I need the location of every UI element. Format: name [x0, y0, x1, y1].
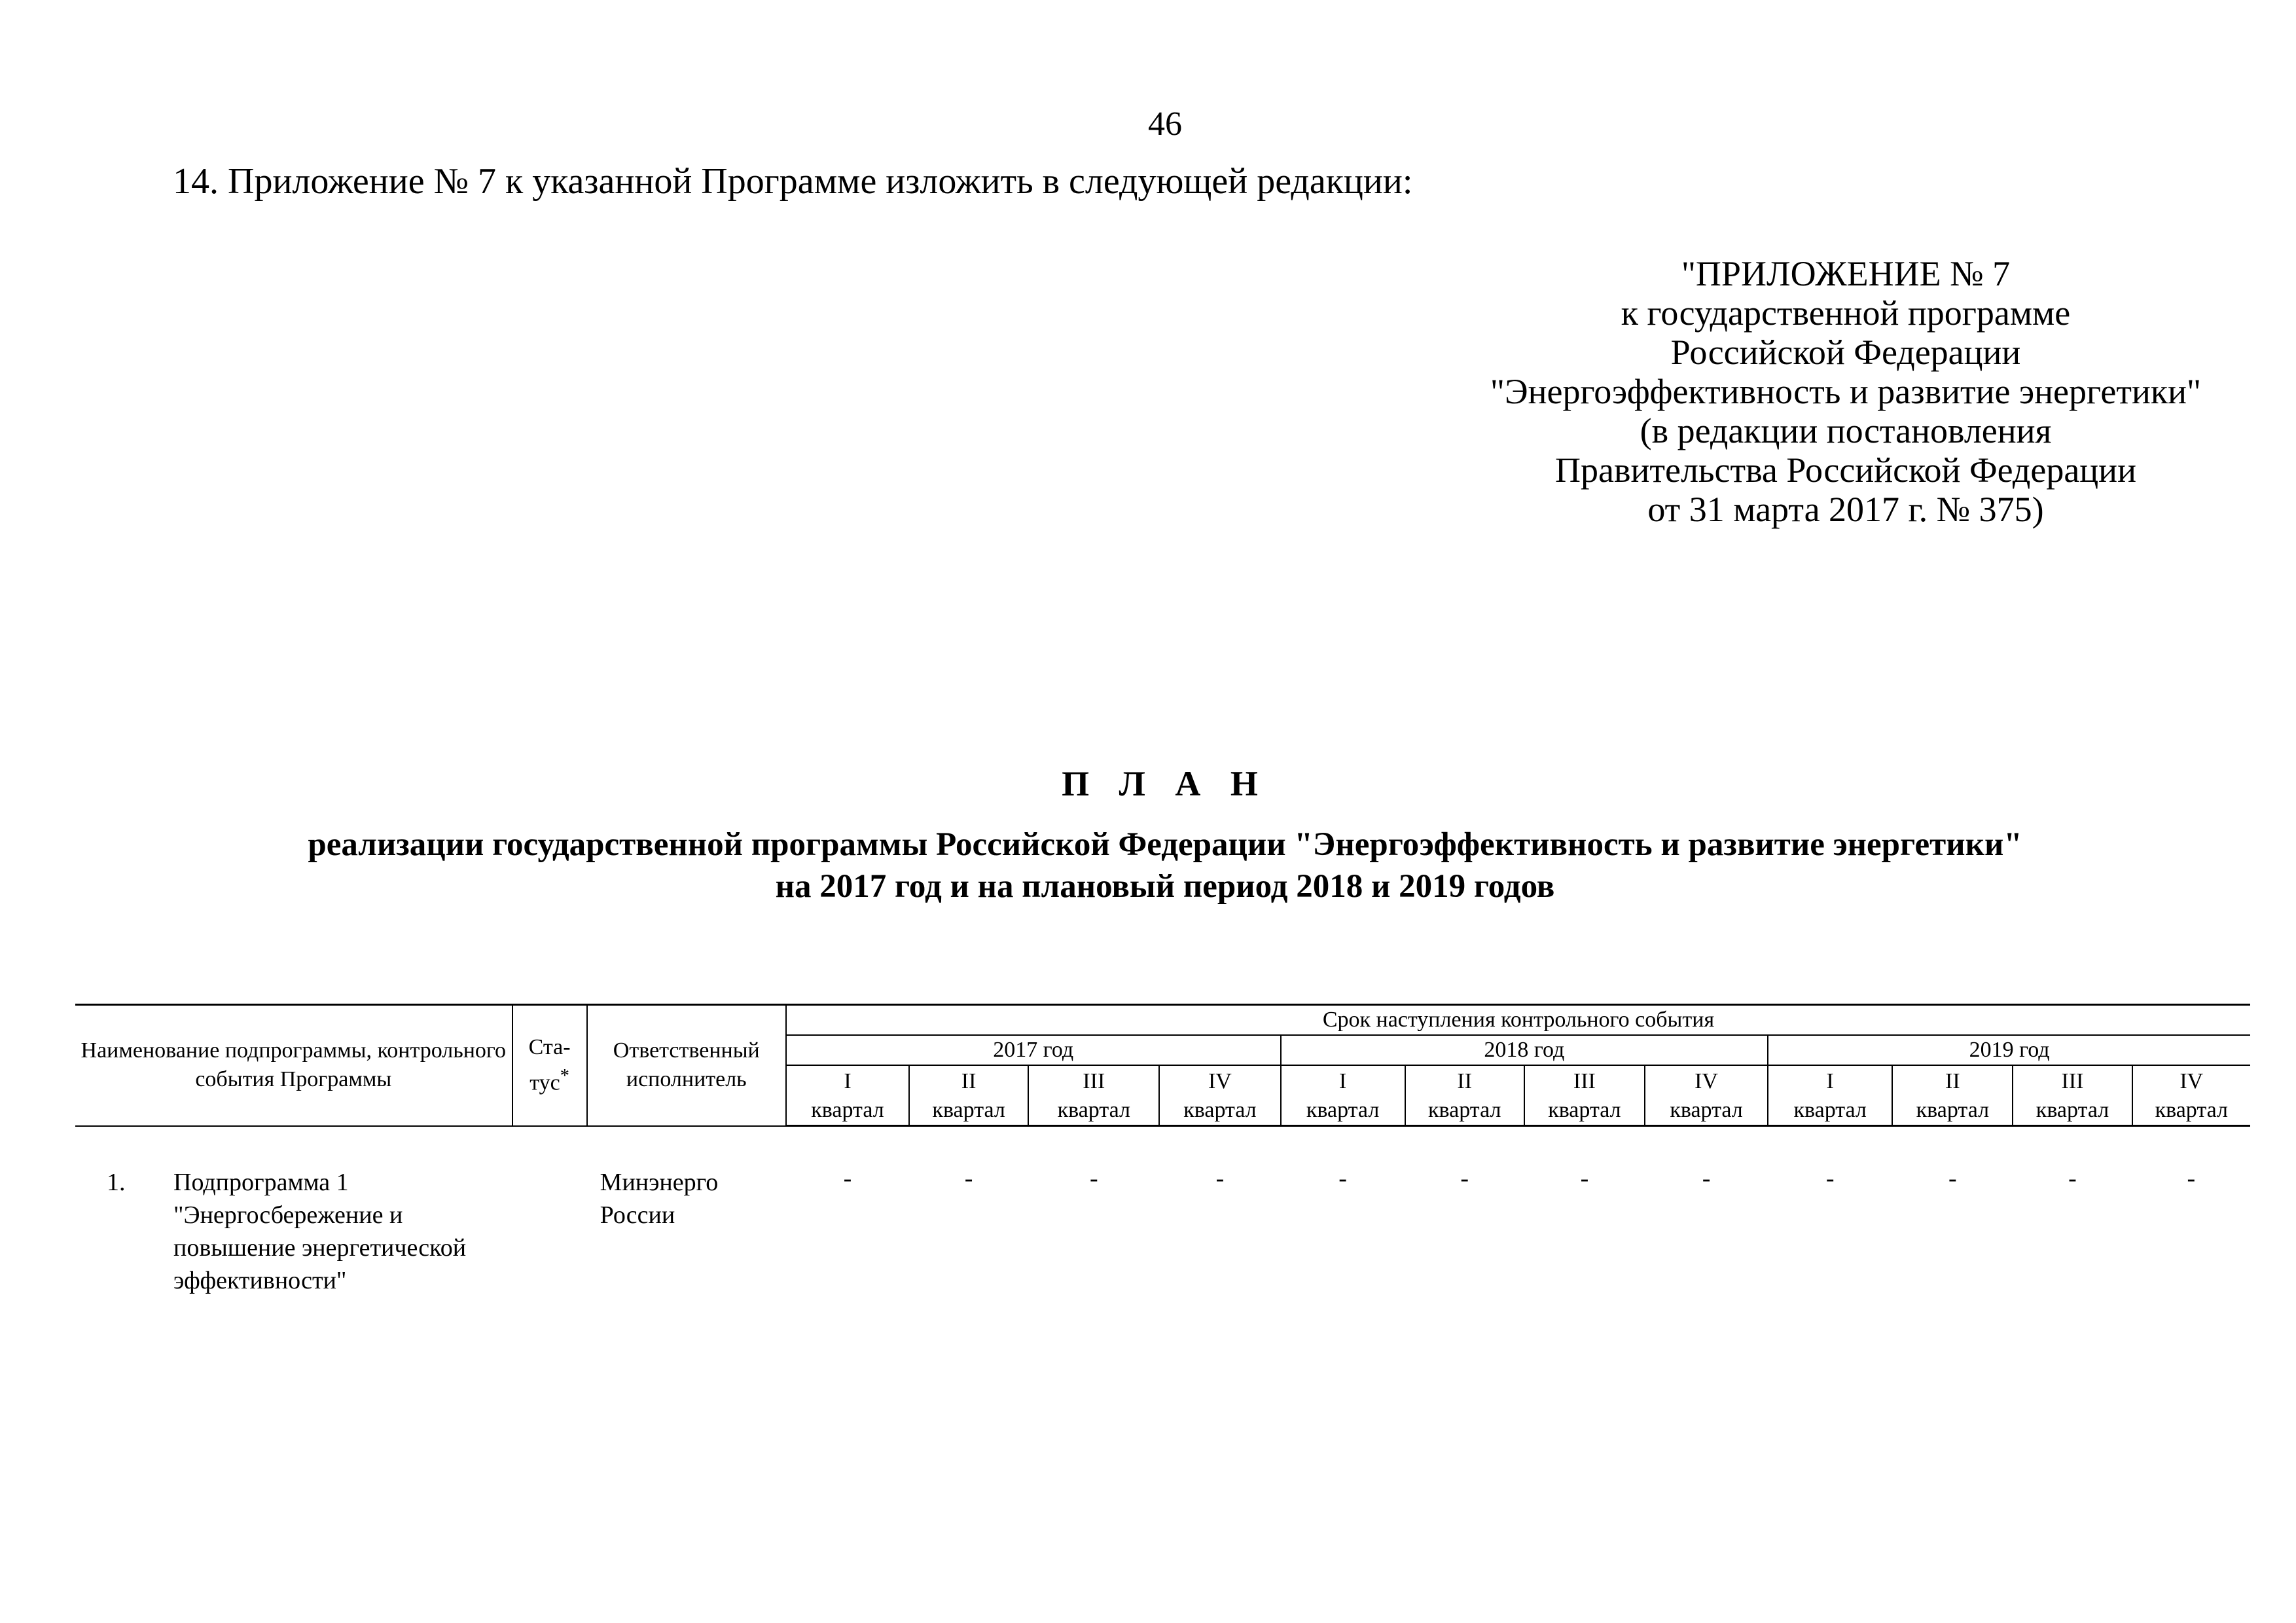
- header-status-line2: [516, 1062, 584, 1097]
- row-value: -: [964, 1165, 973, 1192]
- header-year-2018: 2018 год: [1281, 1035, 1768, 1065]
- row-value: -: [2068, 1165, 2077, 1192]
- row-value: -: [1338, 1165, 1347, 1192]
- header-name: Наименование подпрограммы, контрольного события Программы: [75, 1005, 512, 1126]
- row-executor: [587, 1126, 786, 1297]
- header-quarter: I квартал: [1281, 1065, 1405, 1126]
- plan-subtitle-line: реализации государственной программы Российской Федерации "Энергоэффективность и развитие энергетики": [308, 826, 2022, 863]
- plan-table: [75, 1004, 2250, 1297]
- row-name-line: "Энергосбережение и: [173, 1201, 403, 1229]
- header-year-2019: 2019 год: [1768, 1035, 2250, 1065]
- header-status-word: тус: [529, 1070, 560, 1095]
- plan-subtitle: [0, 824, 2296, 907]
- plan-subtitle-line: на 2017 год и на плановый период 2018 и 2019 годов: [775, 868, 1555, 905]
- header-quarter: IV квартал: [1645, 1065, 1768, 1126]
- appendix-line: от 31 марта 2017 г. № 375): [1647, 490, 2044, 529]
- appendix-line: "Энергоэффективность и развитие энергетики": [1490, 372, 2202, 411]
- appendix-block: [1309, 254, 2296, 529]
- header-quarter: IV квартал: [2132, 1065, 2250, 1126]
- header-quarter: III квартал: [2013, 1065, 2132, 1126]
- header-quarter: III квартал: [1028, 1065, 1159, 1126]
- row-value: -: [1825, 1165, 1835, 1192]
- plan-title: П Л А Н: [1062, 764, 1268, 803]
- appendix-line: (в редакции постановления: [1640, 411, 2052, 450]
- row-name: [173, 1127, 466, 1297]
- appendix-line: к государственной программе: [1621, 293, 2071, 333]
- page-number: 46: [1148, 105, 1182, 143]
- header-status-line1: Ста-: [528, 1035, 571, 1060]
- row-value: -: [1580, 1165, 1589, 1192]
- row-value: -: [843, 1165, 852, 1192]
- appendix-line: Российской Федерации: [1670, 333, 2021, 372]
- row-value: -: [2187, 1165, 2196, 1192]
- appendix-title: "ПРИЛОЖЕНИЕ № 7: [1681, 254, 2011, 293]
- header-executor: Ответственный исполнитель: [587, 1005, 786, 1126]
- row-status: [512, 1126, 587, 1297]
- row-executor-line: России: [600, 1201, 675, 1229]
- header-quarter: I квартал: [786, 1065, 909, 1126]
- header-status: [512, 1005, 587, 1126]
- row-value: -: [1089, 1165, 1098, 1192]
- row-value: -: [1460, 1165, 1469, 1192]
- header-quarter: II квартал: [1405, 1065, 1524, 1126]
- header-deadline: Срок наступления контрольного события: [786, 1005, 2250, 1036]
- header-year-2017: 2017 год: [786, 1035, 1281, 1065]
- row-executor-line: Минэнерго: [600, 1168, 719, 1196]
- header-quarter: II квартал: [1892, 1065, 2013, 1126]
- header-status-mark: *: [560, 1066, 569, 1087]
- row-name-line: Подпрограмма 1: [173, 1168, 349, 1196]
- header-quarter: II квартал: [909, 1065, 1028, 1126]
- row-value: -: [1215, 1165, 1225, 1192]
- instruction-text: 14. Приложение № 7 к указанной Программе изложить в следующей редакции:: [173, 161, 1413, 202]
- row-name-line: повышение энергетической: [173, 1233, 467, 1262]
- row-value: -: [1948, 1165, 1957, 1192]
- row-name-cell: [75, 1126, 512, 1297]
- table-row: [75, 1126, 2250, 1297]
- row-value: -: [1702, 1165, 1711, 1192]
- header-quarter: I квартал: [1768, 1065, 1892, 1126]
- table-header-row: [75, 1005, 2250, 1036]
- appendix-line: Правительства Российской Федерации: [1555, 450, 2136, 490]
- header-quarter: III квартал: [1524, 1065, 1645, 1126]
- header-quarter: IV квартал: [1159, 1065, 1280, 1126]
- row-name-line: эффективности": [173, 1266, 347, 1294]
- row-number: 1.: [107, 1168, 126, 1196]
